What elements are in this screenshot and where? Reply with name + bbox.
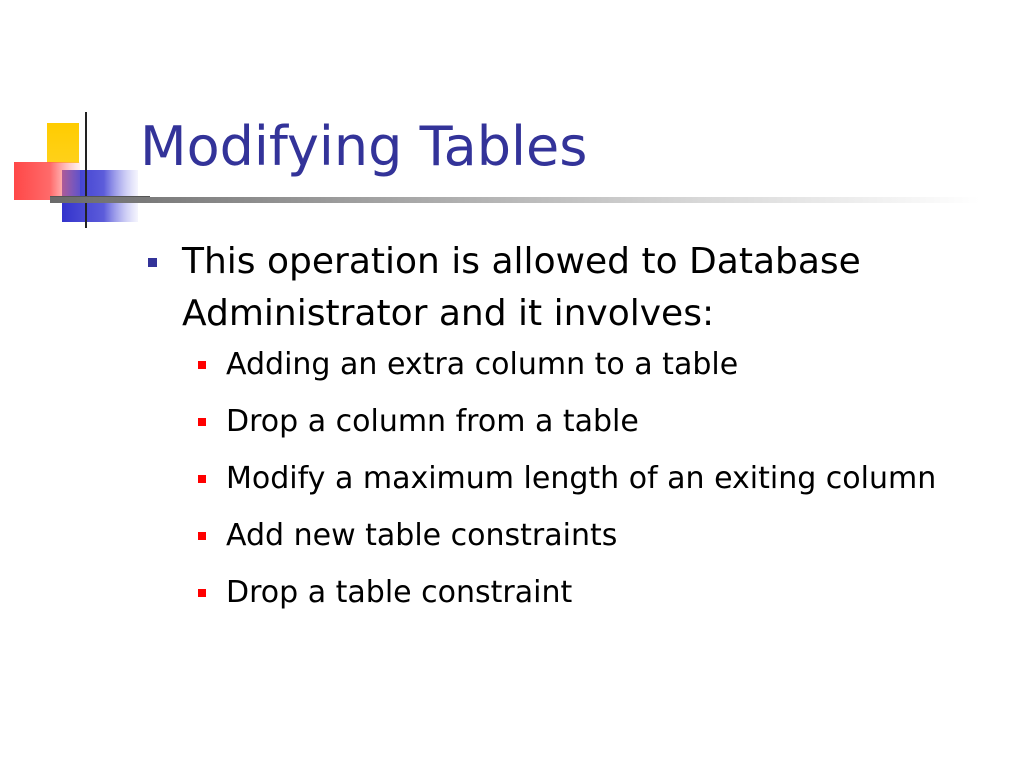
sub-bullet-list [182, 346, 980, 612]
bullet-list [140, 236, 980, 631]
square-bullet-icon [198, 418, 206, 426]
bullet-text: This operation is allowed to Database Administrator and it involves: [182, 241, 861, 334]
logo-red-bar [14, 162, 80, 200]
logo-yellow-square [47, 123, 79, 163]
title-divider [50, 197, 980, 203]
logo-vertical-line [85, 112, 87, 228]
sub-bullet-text: Drop a table constraint [226, 575, 573, 610]
square-bullet-icon [198, 532, 206, 540]
list-item [182, 403, 980, 441]
sub-bullet-text: Modify a maximum length of an exiting column [226, 461, 937, 496]
sub-bullet-text: Add new table constraints [226, 518, 618, 553]
square-bullet-icon [198, 361, 206, 369]
list-item [140, 236, 980, 612]
list-item [182, 346, 980, 384]
list-item [182, 460, 980, 498]
slide-title: Modifying Tables [140, 115, 588, 178]
sub-bullet-text: Adding an extra column to a table [226, 347, 739, 382]
sub-bullet-text: Drop a column from a table [226, 404, 639, 439]
decorative-logo-icon [0, 100, 150, 235]
square-bullet-icon [198, 475, 206, 483]
list-item [182, 574, 980, 612]
square-bullet-icon [198, 589, 206, 597]
list-item [182, 517, 980, 555]
square-bullet-icon [148, 258, 157, 267]
